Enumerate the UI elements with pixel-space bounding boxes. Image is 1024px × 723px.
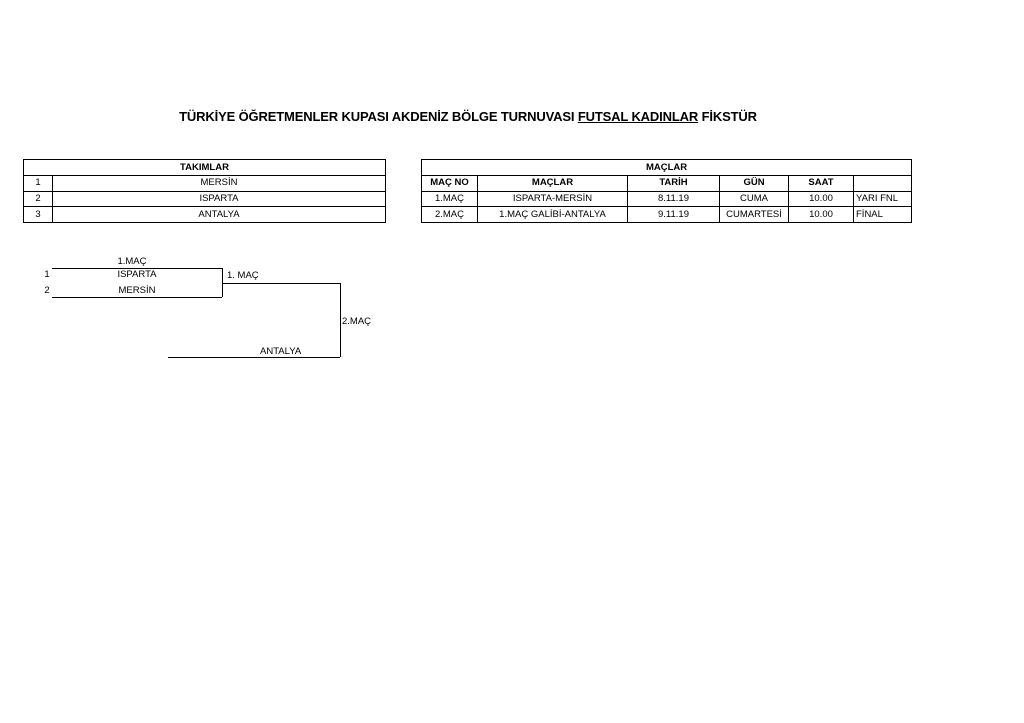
title-underlined: FUTSAL KADINLAR <box>577 109 699 124</box>
column-header-match: MAÇLAR <box>478 175 628 191</box>
team-number: 3 <box>24 207 53 223</box>
column-header-time: SAAT <box>789 175 854 191</box>
match-stage: YARI FNL <box>854 191 912 207</box>
table-row <box>422 191 912 207</box>
team-name: MERSİN <box>53 175 386 191</box>
bracket-line <box>222 283 340 284</box>
team-name: ISPARTA <box>53 191 386 207</box>
match-date: 9.11.19 <box>628 207 720 223</box>
team-name: ANTALYA <box>53 207 386 223</box>
bracket-line <box>52 297 222 298</box>
teams-header: TAKIMLAR <box>24 160 386 176</box>
match-time: 10.00 <box>789 191 854 207</box>
teams-header-row <box>24 160 386 176</box>
bracket-team-2: MERSİN <box>118 285 156 296</box>
matches-header: MAÇLAR <box>422 160 912 176</box>
match-time: 10.00 <box>789 207 854 223</box>
column-header-stage <box>854 175 912 191</box>
match2-label: 2.MAÇ <box>342 316 372 327</box>
title-part-2: FİKSTÜR <box>698 109 757 124</box>
table-row <box>24 175 386 191</box>
column-header-date: TARİH <box>628 175 720 191</box>
page-title <box>0 109 936 124</box>
match-date: 8.11.19 <box>628 191 720 207</box>
match-teams: ISPARTA-MERSİN <box>478 191 628 207</box>
match-stage: FİNAL <box>854 207 912 223</box>
table-row <box>24 207 386 223</box>
match-day: CUMA <box>720 191 789 207</box>
match1-label: 1.MAÇ <box>117 256 147 267</box>
seed-1: 1 <box>44 269 50 280</box>
column-header-day: GÜN <box>720 175 789 191</box>
team-number: 1 <box>24 175 53 191</box>
bracket-team-3: ANTALYA <box>260 346 302 357</box>
match1-winner-label: 1. MAÇ <box>227 270 259 281</box>
bracket-team-1: ISPARTA <box>117 269 157 280</box>
bracket-line <box>168 357 340 358</box>
match-no: 2.MAÇ <box>422 207 478 223</box>
match-teams: 1.MAÇ GALİBİ-ANTALYA <box>478 207 628 223</box>
bracket-line <box>340 283 341 357</box>
matches-header-row <box>422 160 912 176</box>
title-part-1: TÜRKİYE ÖĞRETMENLER KUPASI AKDENİZ BÖLGE TURNUVASI <box>179 109 578 124</box>
column-header-match-no: MAÇ NO <box>422 175 478 191</box>
matches-table <box>421 159 912 223</box>
table-row <box>422 207 912 223</box>
match-no: 1.MAÇ <box>422 191 478 207</box>
team-number: 2 <box>24 191 53 207</box>
table-row <box>24 191 386 207</box>
seed-2: 2 <box>44 285 50 296</box>
match-day: CUMARTESİ <box>720 207 789 223</box>
teams-table <box>23 159 386 223</box>
matches-column-headers <box>422 175 912 191</box>
